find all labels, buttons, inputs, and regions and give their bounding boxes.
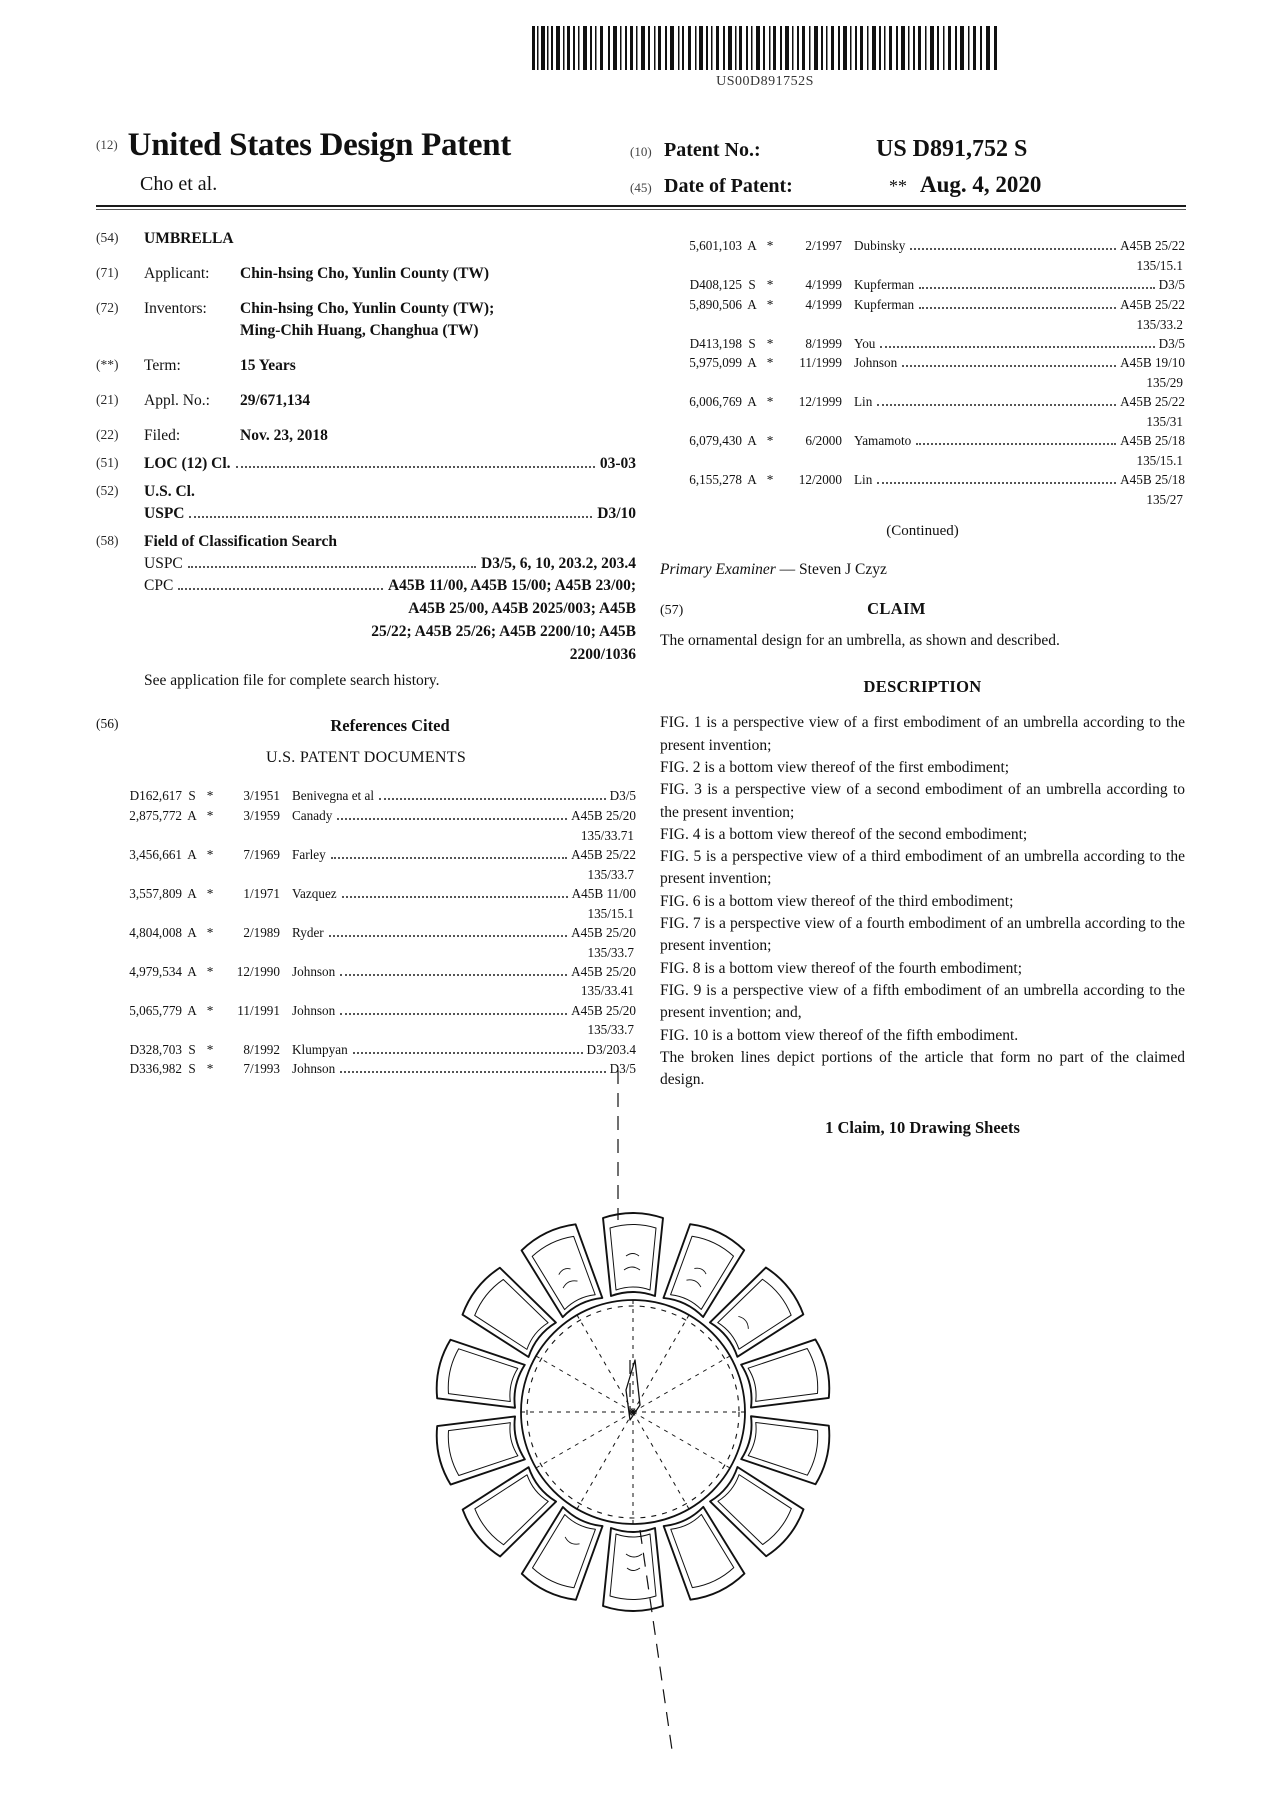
reference-kind: A	[187, 807, 197, 823]
inventor-line-2: Ming-Chih Huang, Changhua (TW)	[240, 322, 479, 339]
patent-number-label: Patent No.:	[664, 139, 761, 161]
field-term-value: 15 Years	[240, 357, 296, 374]
umbrella-figure-icon	[330, 1060, 950, 1760]
right-column	[660, 228, 1185, 1139]
reference-star: *	[766, 238, 774, 253]
patent-date-code: (45)	[630, 180, 652, 195]
focs-cpc-line-3: 25/22; A45B 25/26; A45B 2200/10; A45B	[371, 623, 636, 640]
focs-cpc-line-1: A45B 11/00, A45B 15/00; A45B 23/00;	[387, 577, 636, 594]
reference-number: 6,079,430	[689, 433, 742, 449]
reference-name: Vazquez	[292, 885, 337, 901]
reference-classification: A45B 25/20	[571, 924, 636, 940]
table-row	[660, 470, 1185, 490]
reference-classification: D3/5	[609, 788, 636, 804]
reference-classification: A45B 11/00	[571, 885, 636, 901]
reference-classification: A45B 25/22	[1120, 296, 1185, 312]
table-row	[96, 806, 636, 826]
field-title-value: UMBRELLA	[144, 230, 234, 247]
reference-classification: A45B 25/20	[571, 807, 636, 823]
field-uspc-value: D3/10	[597, 505, 636, 522]
reference-number: 4,804,008	[129, 924, 182, 940]
field-us-cl-body	[144, 481, 636, 525]
primary-examiner-value: Steven J Czyz	[799, 560, 887, 578]
table-row	[96, 962, 636, 982]
field-loc-body	[144, 453, 636, 475]
reference-kind: A	[747, 355, 757, 371]
references-code: (56)	[96, 716, 119, 731]
figure-description: FIG. 3 is a perspective view of a second embodiment of an umbrella according to the present invention;	[660, 781, 1185, 821]
field-appl-no-code: (21)	[96, 392, 119, 407]
claim-title: CLAIM	[867, 598, 926, 618]
figure-description: FIG. 7 is a perspective view of a fourth embodiment of an umbrella according to the present invention;	[660, 915, 1185, 955]
reference-star: *	[206, 1002, 214, 1018]
reference-number: 5,601,103	[689, 238, 742, 253]
reference-kind: A	[187, 963, 197, 979]
reference-name: Lin	[854, 472, 873, 488]
reference-date: 11/1999	[799, 355, 842, 371]
reference-kind: S	[748, 335, 756, 351]
reference-star: *	[766, 394, 774, 410]
reference-subclass: 135/33.41	[580, 983, 634, 999]
reference-star: *	[766, 296, 774, 312]
reference-kind: A	[747, 394, 757, 410]
reference-number: D162,617	[129, 788, 182, 804]
table-row	[660, 431, 1185, 451]
patent-header	[96, 128, 1186, 207]
figure-descriptions	[660, 712, 1185, 1047]
figure-description: FIG. 10 is a bottom view thereof of the fifth embodiment.	[660, 1026, 1019, 1044]
left-column	[96, 228, 636, 1079]
claim-code: (57)	[660, 602, 684, 618]
patent-number-value: US D891,752 S	[876, 136, 1028, 162]
field-applicant-label: Applicant:	[144, 265, 210, 282]
reference-star: *	[766, 276, 774, 292]
reference-kind: A	[747, 238, 757, 253]
reference-classification: A45B 25/18	[1120, 472, 1185, 488]
reference-dot-leader	[337, 818, 567, 820]
table-row	[96, 1040, 636, 1060]
umbrella-drawing	[330, 1060, 950, 1760]
reference-dot-leader	[919, 287, 1155, 289]
reference-kind: A	[747, 433, 757, 449]
description-title: DESCRIPTION	[863, 676, 982, 696]
field-inventors-value	[240, 298, 636, 342]
figure-description: FIG. 8 is a bottom view thereof of the fourth embodiment;	[660, 959, 1023, 977]
see-application-note: See application file for complete search history.	[144, 672, 440, 689]
uspc-dot-leader	[189, 516, 592, 518]
field-applicant-code: (71)	[96, 265, 119, 280]
focs-cpc-label: CPC	[144, 577, 174, 594]
reference-subclass: 135/27	[1146, 492, 1183, 508]
examiner-dash: —	[779, 560, 800, 578]
reference-subclass: 135/33.7	[587, 866, 634, 882]
page-title: United States Design Patent	[127, 127, 511, 163]
reference-star: *	[766, 433, 774, 449]
field-loc-label: LOC (12) Cl.	[144, 455, 231, 472]
reference-classification: A45B 25/20	[571, 963, 636, 979]
reference-name: Farley	[292, 846, 326, 862]
focs-cpc-dot-leader	[178, 588, 383, 590]
reference-kind: S	[188, 1061, 196, 1077]
reference-date: 2/1997	[805, 238, 842, 253]
focs-uspc-label: USPC	[144, 555, 183, 572]
reference-kind: S	[188, 1041, 196, 1057]
field-applicant	[96, 263, 636, 285]
barcode-icon	[530, 26, 1000, 70]
broken-lines-note: The broken lines depict portions of the article that form no part of the claimed design.	[660, 1048, 1185, 1089]
focs-cpc-line-2: A45B 25/00, A45B 2025/003; A45B	[408, 600, 636, 617]
primary-examiner	[660, 559, 1185, 581]
patent-date-label: Date of Patent:	[664, 175, 793, 197]
figure-description: FIG. 9 is a perspective view of a fifth embodiment of an umbrella according to the present invention; and,	[660, 982, 1185, 1022]
barcode-area	[530, 26, 1000, 90]
reference-star: *	[206, 807, 214, 823]
field-term	[96, 355, 636, 377]
reference-dot-leader	[379, 798, 606, 800]
reference-star: *	[766, 472, 774, 488]
focs-uspc-dot-leader	[188, 566, 476, 568]
field-focs	[96, 531, 636, 692]
field-loc-code: (51)	[96, 455, 119, 470]
field-us-cl-label: U.S. Cl.	[144, 483, 195, 500]
patent-number-code: (10)	[630, 144, 652, 159]
title-right	[616, 128, 1186, 207]
field-focs-label: Field of Classification Search	[144, 533, 338, 550]
table-row	[96, 845, 636, 865]
reference-date: 12/1990	[236, 963, 280, 979]
reference-subclass: 135/15.1	[1136, 257, 1183, 273]
reference-date: 4/1999	[805, 296, 842, 312]
reference-date: 8/1992	[243, 1041, 280, 1057]
references-cited-header	[96, 714, 636, 737]
reference-name: Lin	[854, 394, 873, 410]
reference-name: Klumpyan	[292, 1041, 348, 1057]
reference-subclass: 135/15.1	[587, 905, 634, 921]
reference-dot-leader	[353, 1052, 583, 1054]
reference-classification: D3/203.4	[586, 1041, 636, 1057]
reference-date: 12/1999	[798, 394, 842, 410]
figure-description: FIG. 2 is a bottom view thereof of the first embodiment;	[660, 758, 1010, 776]
table-row	[660, 353, 1185, 373]
reference-star: *	[206, 924, 214, 940]
reference-number: 3,456,661	[129, 846, 182, 862]
reference-dot-leader	[340, 974, 567, 976]
reference-date: 7/1969	[243, 846, 280, 862]
reference-kind: S	[188, 788, 196, 804]
reference-dot-leader	[902, 365, 1116, 367]
reference-date: 6/2000	[805, 433, 842, 449]
title-left	[96, 128, 616, 196]
reference-subclass: 135/15.1	[1136, 453, 1183, 469]
reference-subclass: 135/33.7	[587, 944, 634, 960]
table-row	[660, 275, 1185, 295]
reference-date: 7/1993	[243, 1061, 280, 1077]
reference-name: Kupferman	[854, 296, 915, 312]
focs-cpc-line-4: 2200/1036	[569, 646, 636, 663]
reference-dot-leader	[910, 248, 1116, 250]
reference-date: 11/1991	[237, 1002, 280, 1018]
barcode-number: US00D891752S	[716, 74, 814, 89]
reference-number: 2,875,772	[129, 807, 182, 823]
claim-text: The ornamental design for an umbrella, as shown and described.	[660, 632, 1060, 650]
reference-subclass: 135/31	[1146, 414, 1183, 430]
reference-date: 12/2000	[798, 472, 842, 488]
field-focs-body	[144, 531, 636, 692]
field-appl-no	[96, 390, 636, 412]
table-row	[660, 334, 1185, 354]
figure-description: FIG. 6 is a bottom view thereof of the third embodiment;	[660, 892, 1014, 910]
reference-number: 4,979,534	[129, 963, 182, 979]
primary-examiner-label: Primary Examiner	[660, 560, 776, 578]
reference-kind: A	[187, 846, 197, 862]
table-row	[96, 923, 636, 943]
reference-number: D328,703	[129, 1041, 182, 1057]
reference-dot-leader	[880, 346, 1154, 348]
reference-dot-leader	[340, 1013, 567, 1015]
reference-dot-leader	[342, 896, 568, 898]
reference-star: *	[206, 1061, 214, 1077]
field-appl-no-label: Appl. No.:	[144, 392, 210, 409]
reference-subclass: 135/33.71	[580, 827, 634, 843]
reference-name: Yamamoto	[854, 433, 912, 449]
patent-date-line	[630, 172, 1186, 198]
table-row	[96, 1001, 636, 1021]
reference-kind: S	[748, 276, 756, 292]
table-row	[660, 295, 1185, 315]
reference-classification: A45B 25/22	[1120, 238, 1185, 253]
reference-classification: A45B 25/22	[1120, 394, 1185, 410]
reference-kind: A	[187, 1002, 197, 1018]
field-title	[96, 228, 636, 250]
reference-star: *	[206, 846, 214, 862]
field-filed-value: Nov. 23, 2018	[240, 427, 328, 444]
reference-number: 5,975,099	[689, 355, 742, 371]
patent-date-stars: **	[889, 176, 907, 196]
authors: Cho et al.	[140, 172, 218, 195]
field-loc	[96, 453, 636, 475]
reference-dot-leader	[919, 307, 1116, 309]
reference-date: 4/1999	[805, 276, 842, 292]
reference-dot-leader	[916, 443, 1116, 445]
reference-subclass: 135/33.2	[1136, 316, 1183, 332]
reference-star: *	[766, 355, 774, 371]
reference-star: *	[766, 335, 774, 351]
reference-number: 5,065,779	[129, 1002, 182, 1018]
reference-number: D408,125	[689, 276, 742, 292]
reference-dot-leader	[329, 935, 567, 937]
field-appl-no-value: 29/671,134	[240, 392, 311, 409]
table-row	[660, 392, 1185, 412]
inventor-line-1: Chin-hsing Cho, Yunlin County (TW);	[240, 300, 495, 317]
reference-kind: A	[187, 924, 197, 940]
reference-number: 5,890,506	[689, 296, 742, 312]
us-patent-documents-title: U.S. PATENT DOCUMENTS	[265, 749, 467, 767]
field-filed-code: (22)	[96, 427, 119, 442]
figure-description: FIG. 4 is a bottom view thereof of the second embodiment;	[660, 825, 1028, 843]
reference-classification: D3/5	[1158, 276, 1185, 292]
references-title: References Cited	[330, 716, 450, 735]
reference-subclass: 135/29	[1146, 375, 1183, 391]
field-inventors-label: Inventors:	[144, 300, 207, 317]
reference-date: 1/1971	[243, 885, 280, 901]
reference-classification: D3/5	[609, 1061, 636, 1077]
reference-date: 2/1989	[243, 924, 280, 940]
reference-number: 6,006,769	[689, 394, 742, 410]
reference-date: 3/1959	[243, 807, 280, 823]
patent-number-line	[630, 136, 1186, 163]
field-term-code: (**)	[96, 357, 119, 372]
reference-name: You	[854, 335, 876, 351]
reference-number: 3,557,809	[129, 885, 182, 901]
field-inventors-code: (72)	[96, 300, 119, 315]
code-12: (12)	[96, 137, 118, 152]
field-title-code: (54)	[96, 230, 119, 245]
field-inventors	[96, 298, 636, 342]
reference-dot-leader	[331, 857, 567, 859]
reference-star: *	[206, 963, 214, 979]
reference-kind: A	[747, 296, 757, 312]
field-applicant-value: Chin-hsing Cho, Yunlin County (TW)	[240, 265, 490, 282]
reference-kind: A	[187, 885, 197, 901]
field-loc-value: 03-03	[599, 455, 636, 472]
reference-number: D336,982	[129, 1061, 182, 1077]
field-filed	[96, 425, 636, 447]
reference-classification: A45B 25/20	[571, 1002, 636, 1018]
field-us-cl	[96, 481, 636, 525]
reference-name: Johnson	[292, 1061, 336, 1077]
table-row	[660, 236, 1185, 256]
reference-dot-leader	[877, 404, 1116, 406]
header-rule-thin	[96, 209, 1186, 210]
reference-name: Ryder	[292, 924, 324, 940]
references-table-right	[660, 236, 1185, 509]
patent-date-value: Aug. 4, 2020	[920, 172, 1042, 197]
field-focs-code: (58)	[96, 533, 119, 548]
figure-description: FIG. 1 is a perspective view of a first embodiment of an umbrella according to the present invention;	[660, 714, 1185, 754]
reference-name: Canady	[292, 807, 333, 823]
reference-subclass: 135/33.7	[587, 1022, 634, 1038]
reference-star: *	[206, 1041, 214, 1057]
claim-count: 1 Claim, 10 Drawing Sheets	[825, 1117, 1020, 1137]
reference-name: Johnson	[292, 963, 336, 979]
claim-header	[660, 597, 1185, 621]
reference-name: Johnson	[854, 355, 898, 371]
reference-name: Johnson	[292, 1002, 336, 1018]
reference-name: Kupferman	[854, 276, 915, 292]
figure-description: FIG. 5 is a perspective view of a third embodiment of an umbrella according to the present invention;	[660, 848, 1185, 888]
reference-star: *	[206, 788, 214, 804]
table-row	[96, 786, 636, 806]
reference-number: D413,198	[689, 335, 742, 351]
reference-star: *	[206, 885, 214, 901]
reference-classification: A45B 25/22	[571, 846, 636, 862]
reference-number: 6,155,278	[689, 472, 742, 488]
table-row	[96, 884, 636, 904]
loc-dot-leader	[236, 466, 595, 468]
references-table-left	[96, 786, 636, 1079]
reference-classification: A45B 25/18	[1120, 433, 1185, 449]
focs-uspc-value: D3/5, 6, 10, 203.2, 203.4	[481, 555, 636, 572]
reference-date: 8/1999	[805, 335, 842, 351]
continued-note: (Continued)	[886, 523, 959, 540]
reference-dot-leader	[877, 482, 1116, 484]
reference-name: Dubinsky	[854, 238, 906, 253]
reference-classification: A45B 19/10	[1120, 355, 1185, 371]
field-filed-label: Filed:	[144, 427, 181, 444]
reference-name: Benivegna et al	[292, 788, 375, 804]
reference-classification: D3/5	[1158, 335, 1185, 351]
field-us-cl-code: (52)	[96, 483, 119, 498]
field-uspc-label: USPC	[144, 505, 185, 522]
header-rule	[96, 205, 1186, 207]
field-term-label: Term:	[144, 357, 181, 374]
reference-date: 3/1951	[243, 788, 280, 804]
reference-kind: A	[747, 472, 757, 488]
